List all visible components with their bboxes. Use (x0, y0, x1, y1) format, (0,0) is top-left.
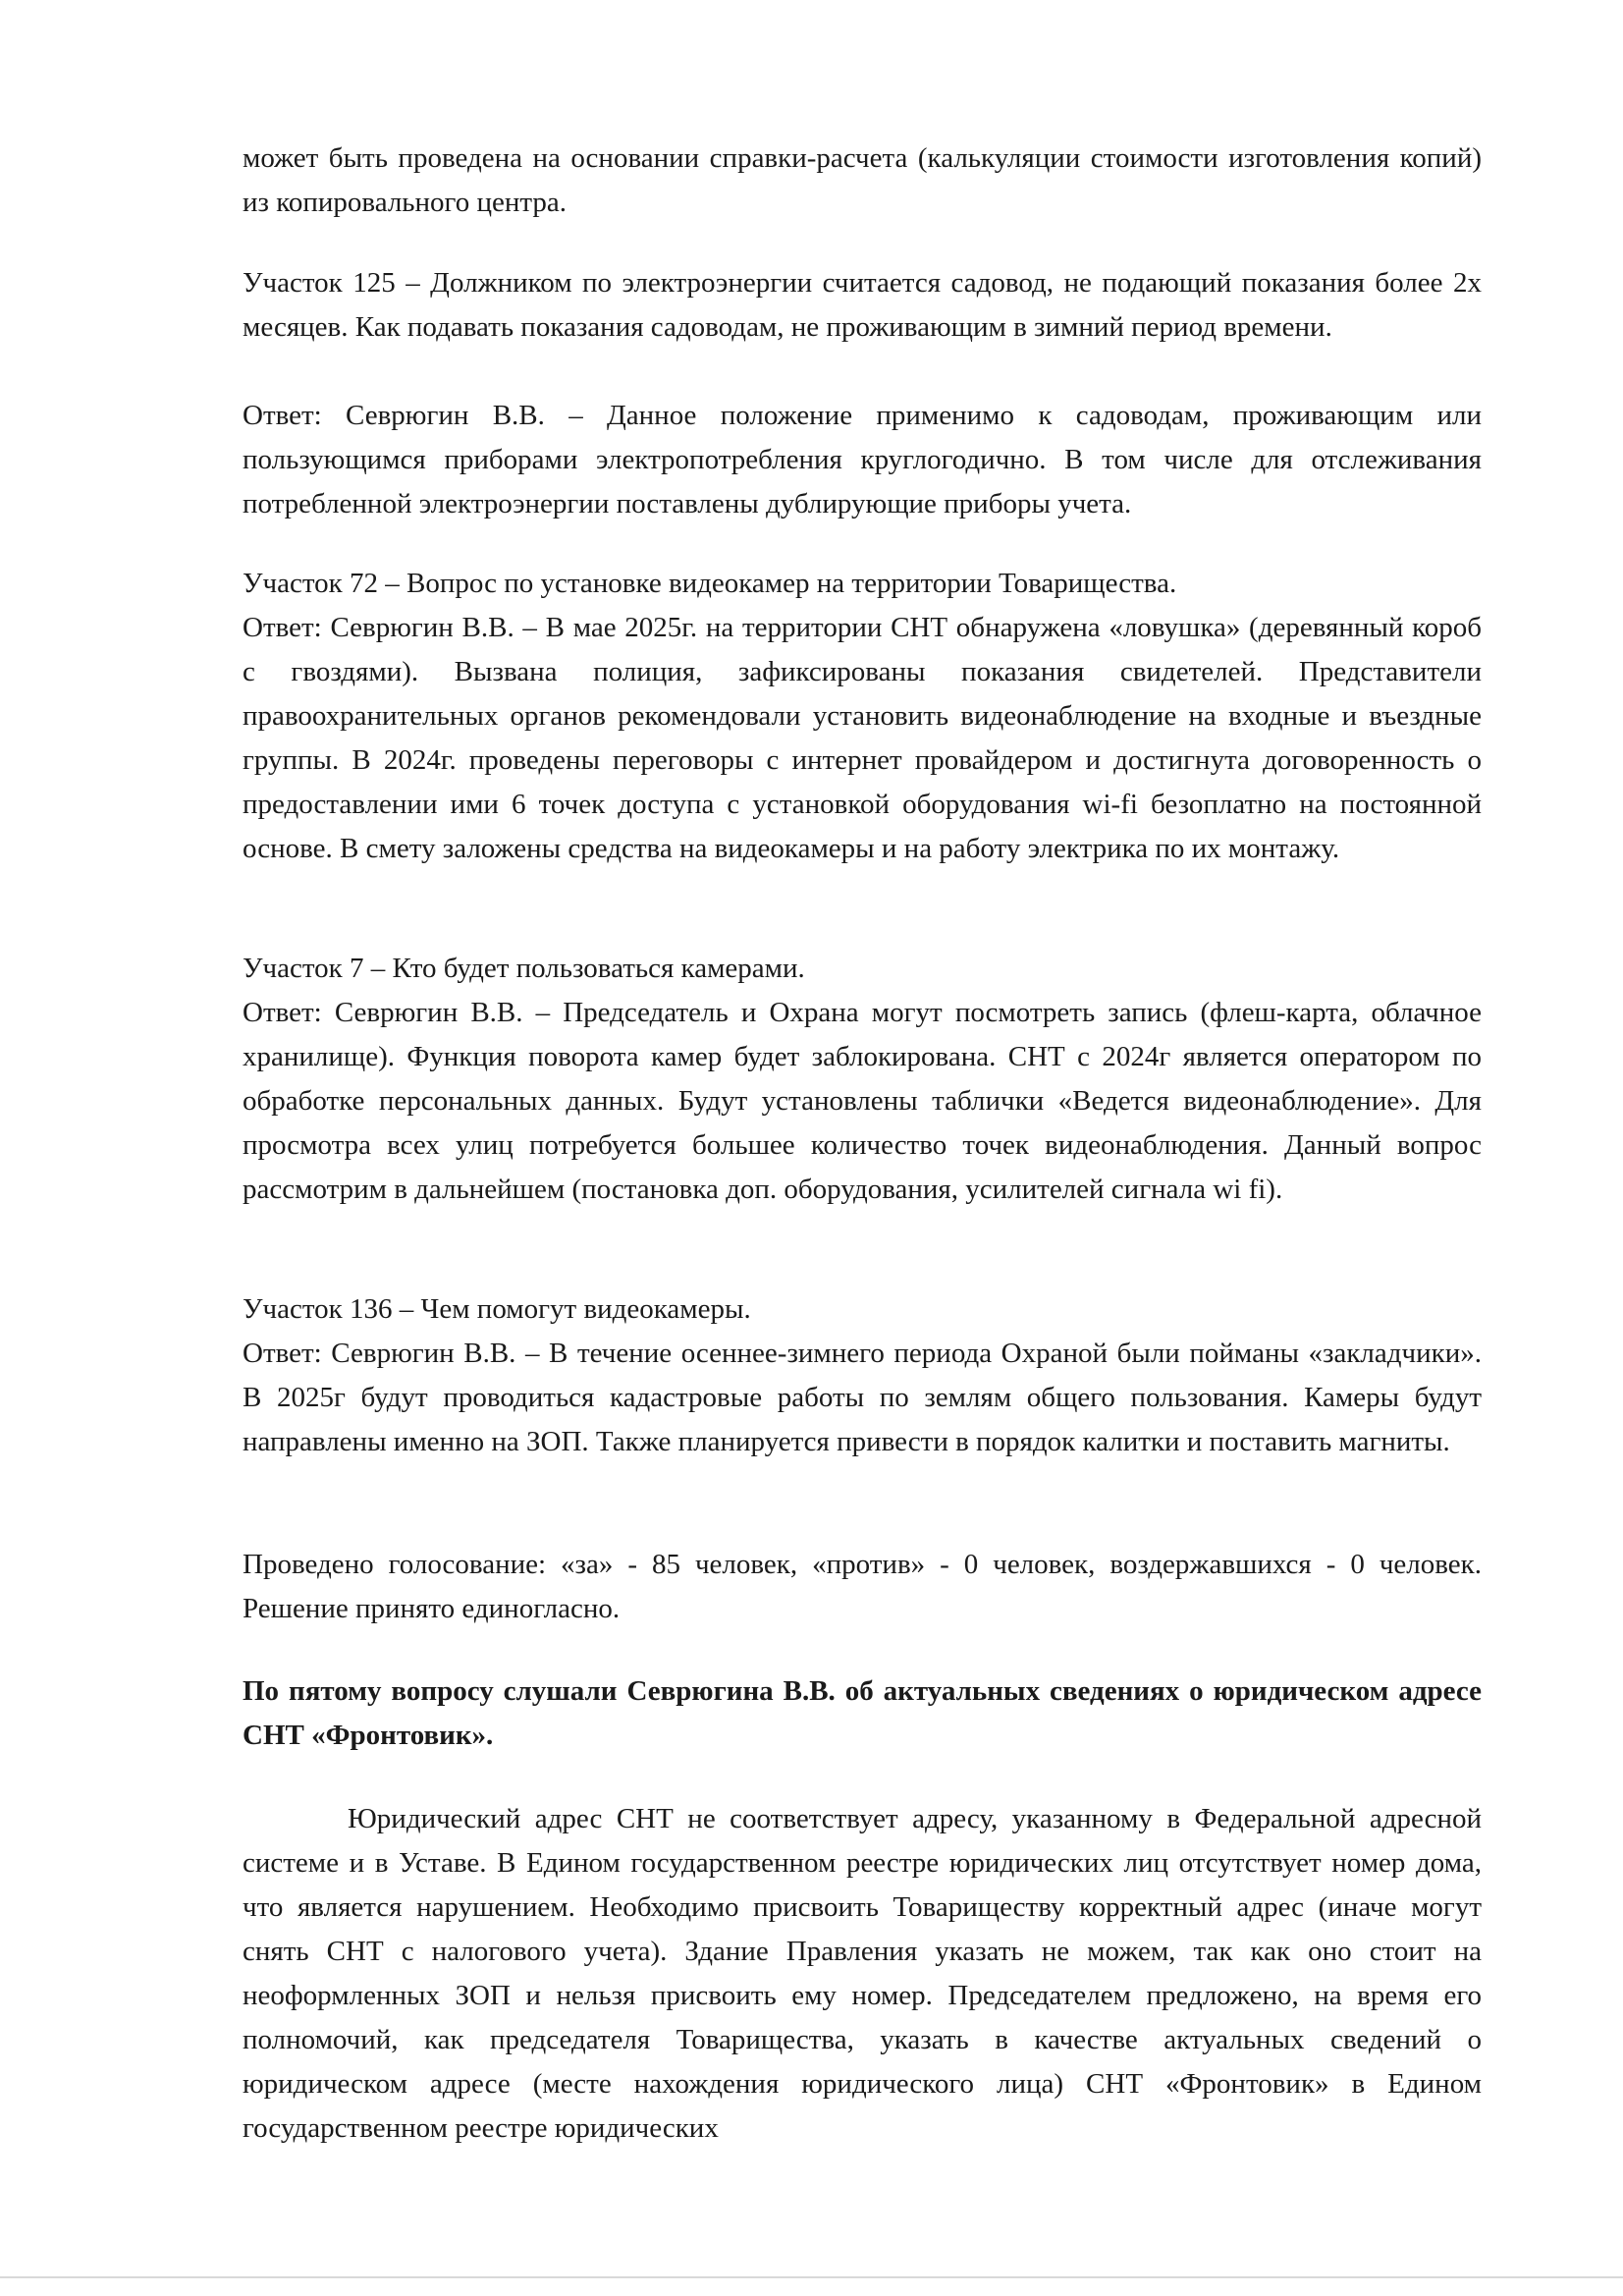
scan-edge-line (0, 2276, 1623, 2278)
answer-plot-136: Ответ: Севрюгин В.В. – В течение осеннее-зимнего периода Охраной были пойманы «закладчики». В 2025г будут проводиться кадастровые работы по землям общего пользования. Камеры будут направлены именно на ЗОП. Также планируется привести в порядок калитки и поставить магниты. (243, 1338, 1482, 1457)
voting-result: Проведено голосование: «за» - 85 человек, «против» - 0 человек, воздержавшихся - 0 человек. Решение принято единогласно. (243, 1549, 1482, 1624)
question-plot-7: Участок 7 – Кто будет пользоваться камерами. (243, 953, 805, 984)
paragraph-legal-address: Юридический адрес СНТ не соответствует адресу, указанному в Федеральной адресной системе и в Уставе. В Едином государственном реестре юридических лиц отсутствует номер дома, что является нарушением. Необходимо присвоить Товариществу корректный адрес (иначе могут снять СНТ с налогового учета). Здание Правления указать не можем, так как оно стоит на неоформленных ЗОП и нельзя присвоить ему номер. Председателем предложено, на время его полномочий, как председателя Товарищества, указать в качестве актуальных сведений о юридическом адресе (месте нахождения юридического лица) СНТ «Фронтовик» в Едином государственном реестре юридических (243, 1803, 1482, 2144)
answer-plot-72: Ответ: Севрюгин В.В. – В мае 2025г. на территории СНТ обнаружена «ловушка» (деревянный короб с гвоздями). Вызвана полиция, зафиксированы показания свидетелей. Представители правоохранительных органов рекомендовали установить видеонаблюдение на входные и въездные группы. В 2024г. проведены переговоры с интернет провайдером и достигнута договоренность о предоставлении ими 6 точек доступа с установкой оборудования wi-fi безоплатно на постоянной основе. В смету заложены средства на видеокамеры и на работу электрика по их монтажу. (243, 612, 1482, 864)
section-heading-fifth-question: По пятому вопросу слушали Севрюгина В.В. об актуальных сведениях о юридическом адресе СНТ «Фронтовик». (243, 1675, 1482, 1751)
paragraph-copy-cost: может быть проведена на основании справки-расчета (калькуляции стоимости изготовления копий) из копировального центра. (243, 142, 1482, 218)
answer-plot-125: Ответ: Севрюгин В.В. – Данное положение применимо к садоводам, проживающим или пользующимся приборами электропотребления круглогодично. В том числе для отслеживания потребленной электроэнергии поставлены дублирующие приборы учета. (243, 400, 1482, 519)
question-plot-136: Участок 136 – Чем помогут видеокамеры. (243, 1293, 751, 1325)
question-plot-125: Участок 125 – Должником по электроэнергии считается садовод, не подающий показания более 2х месяцев. Как подавать показания садоводам, не проживающим в зимний период времени. (243, 267, 1482, 343)
question-plot-72: Участок 72 – Вопрос по установке видеокамер на территории Товарищества. (243, 568, 1177, 599)
answer-plot-7: Ответ: Севрюгин В.В. – Председатель и Охрана могут посмотреть запись (флеш-карта, облачное хранилище). Функция поворота камер будет заблокирована. СНТ с 2024г является оператором по обработке персональных данных. Будут установлены таблички «Ведется видеонаблюдение». Для просмотра всех улиц потребуется большее количество точек видеонаблюдения. Данный вопрос рассмотрим в дальнейшем (постановка доп. оборудования, усилителей сигнала wi fi). (243, 997, 1482, 1205)
